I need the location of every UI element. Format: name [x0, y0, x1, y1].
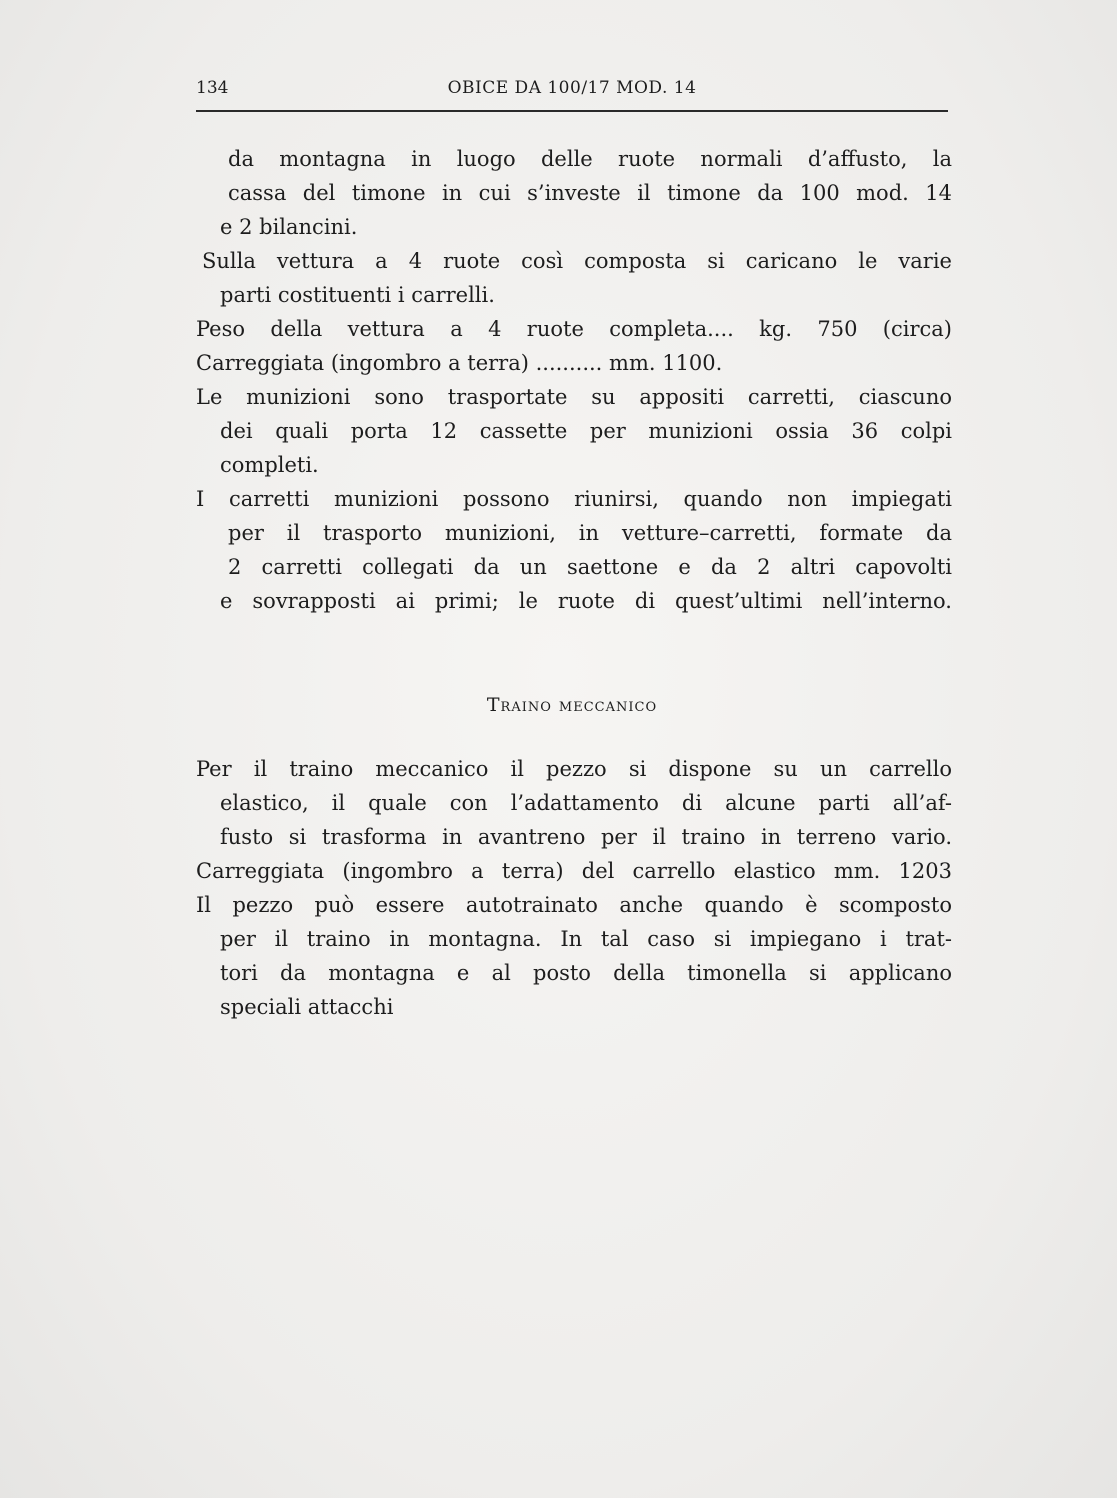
paragraph-traino: [196, 752, 952, 854]
text-line: tori da montagna e al posto della timonella si applicano: [220, 961, 952, 985]
text-line: speciali attacchi: [220, 995, 394, 1019]
paragraph-carretti: [196, 482, 952, 618]
paragraph-carreggiata: [196, 346, 952, 380]
text-line: cassa del timone in cui s’investe il timone da 100 mod. 14: [228, 181, 952, 205]
text-line: da montagna in luogo delle ruote normali d’affusto, la: [228, 147, 952, 171]
section-heading: Traino meccanico: [486, 694, 658, 716]
text-line: I carretti munizioni possono riunirsi, quando non impiegati: [196, 487, 952, 511]
text-line: dei quali porta 12 cassette per munizioni ossia 36 colpi: [220, 419, 952, 443]
text-line: e sovrapposti ai primi; le ruote di quest’ultimi nell’interno.: [220, 589, 952, 613]
text-line: Carreggiata (ingombro a terra) .......... mm. 1100.: [196, 351, 723, 375]
text-line: fusto si trasforma in avantreno per il traino in terreno vario.: [220, 825, 952, 849]
text-line: e 2 bilancini.: [220, 215, 358, 239]
text-line: per il traino in montagna. In tal caso si impiegano i trat-: [220, 927, 952, 951]
paragraph-autotrainato: [196, 888, 952, 1024]
paragraph-carreggiata-elastico: [196, 854, 952, 888]
text-line: Il pezzo può essere autotrainato anche quando è scomposto: [196, 893, 952, 917]
running-head: [196, 74, 948, 102]
text-block-top: [196, 142, 952, 618]
text-line: elastico, il quale con l’adattamento di alcune parti all’af-: [220, 791, 952, 815]
paragraph-continuation: [196, 142, 952, 244]
header-rule: [196, 110, 948, 112]
text-line: 2 carretti collegati da un saettone e da 2 altri capovolti: [228, 555, 952, 579]
running-title: OBICE DA 100/17 MOD. 14: [447, 78, 697, 98]
page-number: 134: [196, 78, 229, 98]
text-line: Per il traino meccanico il pezzo si dispone su un carrello: [196, 757, 952, 781]
text-block-bottom: [196, 752, 952, 1024]
text-line: Peso della vettura a 4 ruote completa.... kg. 750 (circa): [196, 317, 952, 341]
text-line: Carreggiata (ingombro a terra) del carrello elastico mm. 1203: [196, 859, 952, 883]
text-line: Le munizioni sono trasportate su appositi carretti, ciascuno: [196, 385, 952, 409]
text-line: Sulla vettura a 4 ruote così composta si caricano le varie: [202, 249, 952, 273]
text-line: completi.: [220, 453, 319, 477]
text-line: per il trasporto munizioni, in vetture–carretti, formate da: [228, 521, 952, 545]
paragraph-munizioni: [196, 380, 952, 482]
paragraph-peso: [196, 312, 952, 346]
paragraph-vettura: [196, 244, 952, 312]
text-line: parti costituenti i carrelli.: [220, 283, 495, 307]
